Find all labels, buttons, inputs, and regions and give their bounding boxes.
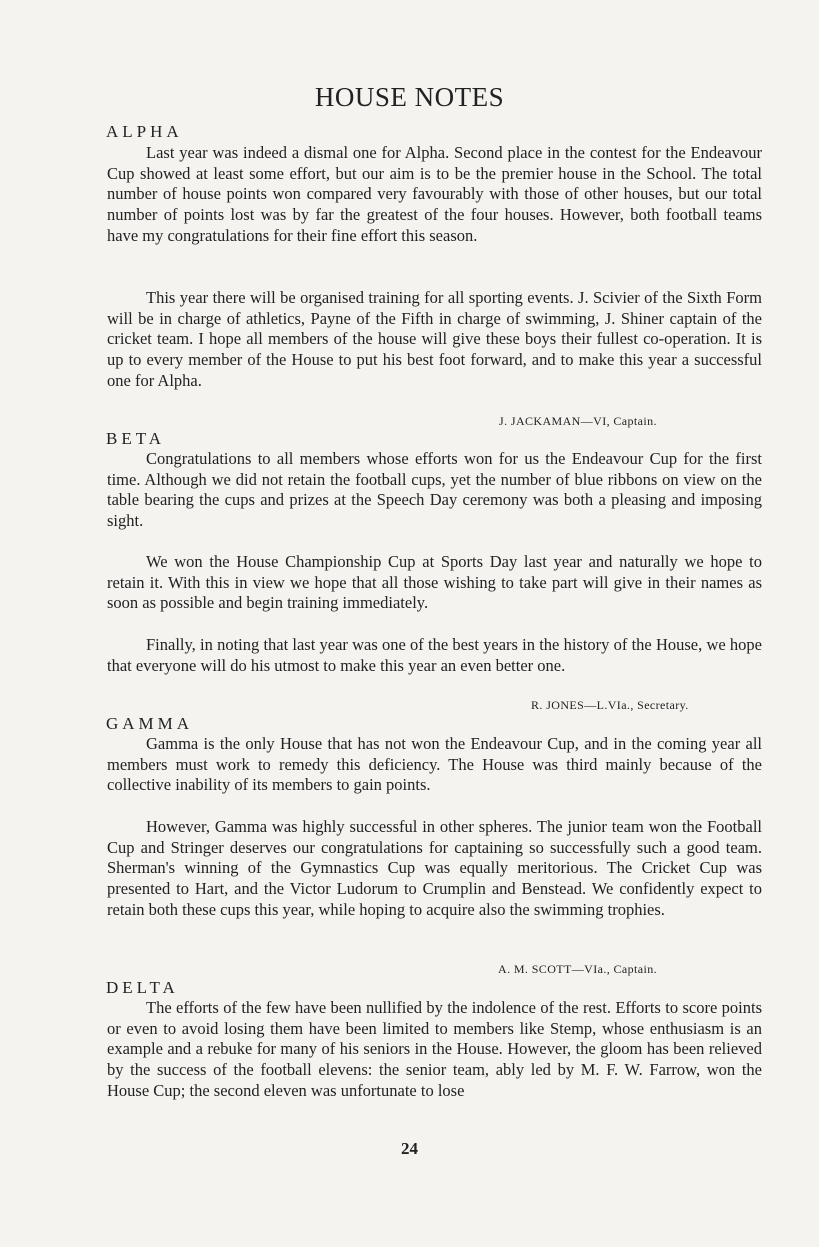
gamma-signature: A. M. SCOTT—VIa., Captain. <box>498 962 658 976</box>
beta-paragraph-1: Congratulations to all members whose efforts won for us the Endeavour Cup for the first time. Although we did not retain the football cups, yet the number of blue ribbons on view on the table bearing the cups and prizes at the Speech Day ceremony was both a pleasing and imposing sight. <box>107 449 762 531</box>
beta-paragraph-3: Finally, in noting that last year was one of the best years in the history of the House, we hope that everyone will do his utmost to make this year an even better one. <box>107 635 762 675</box>
alpha-paragraph-1: Last year was indeed a dismal one for Alpha. Second place in the contest for the Endeavour Cup showed at least some effort, but our aim is to be the premier house in the School. The total number of house points won compared very favourably with those of other houses, but our total number of points lost was by far the greatest of the four houses. However, both football teams have my congratulations for their fine effort this season. <box>107 143 762 245</box>
alpha-paragraph-2: This year there will be organised training for all sporting events. J. Scivier of the Sixth Form will be in charge of athletics, Payne of the Fifth in charge of swimming, J. Shiner captain of the cricket team. I hope all members of the house will give these boys their fullest co-operation. It is up to every member of the House to put his best foot forward, and to make this year a successful one for Alpha. <box>107 288 762 390</box>
beta-paragraph-2: We won the House Championship Cup at Sports Day last year and naturally we hope to retain it. With this in view we hope that all those wishing to take part will give in their names as soon as possible and begin training immediately. <box>107 552 762 613</box>
delta-paragraph-1: The efforts of the few have been nullified by the indolence of the rest. Efforts to score points or even to avoid losing them have been limited to members like Stemp, whose enthusiasm is an example and a rebuke for many of his seniors in the House. However, the gloom has been relieved by the success of the football elevens: the senior team, ably led by M. F. W. Farrow, won the House Cup; the second eleven was unfortunate to lose <box>107 998 762 1100</box>
section-heading-gamma: GAMMA <box>106 714 194 733</box>
gamma-paragraph-1: Gamma is the only House that has not won the Endeavour Cup, and in the coming year all members must work to remedy this deficiency. The House was third mainly because of the collective inability of its members to gain points. <box>107 734 762 795</box>
section-heading-beta: BETA <box>106 429 166 448</box>
alpha-signature: J. JACKAMAN—VI, Captain. <box>499 414 657 428</box>
page-title: HOUSE NOTES <box>314 82 505 112</box>
section-heading-alpha: ALPHA <box>106 122 183 141</box>
gamma-paragraph-2: However, Gamma was highly successful in other spheres. The junior team won the Football Cup and Stringer deserves our congratulations for captaining so successfully such a good team. Sherman's winning of the Gymnastics Cup was equally meritorious. The Cricket Cup was presented to Hart, and the Victor Ludorum to Crumplin and Benstead. We confidently expect to retain both these cups this year, while hoping to acquire also the swimming trophies. <box>107 817 762 919</box>
beta-signature: R. JONES—L.VIa., Secretary. <box>531 698 689 712</box>
page-number: 24 <box>401 1139 418 1158</box>
section-heading-delta: DELTA <box>106 978 179 997</box>
